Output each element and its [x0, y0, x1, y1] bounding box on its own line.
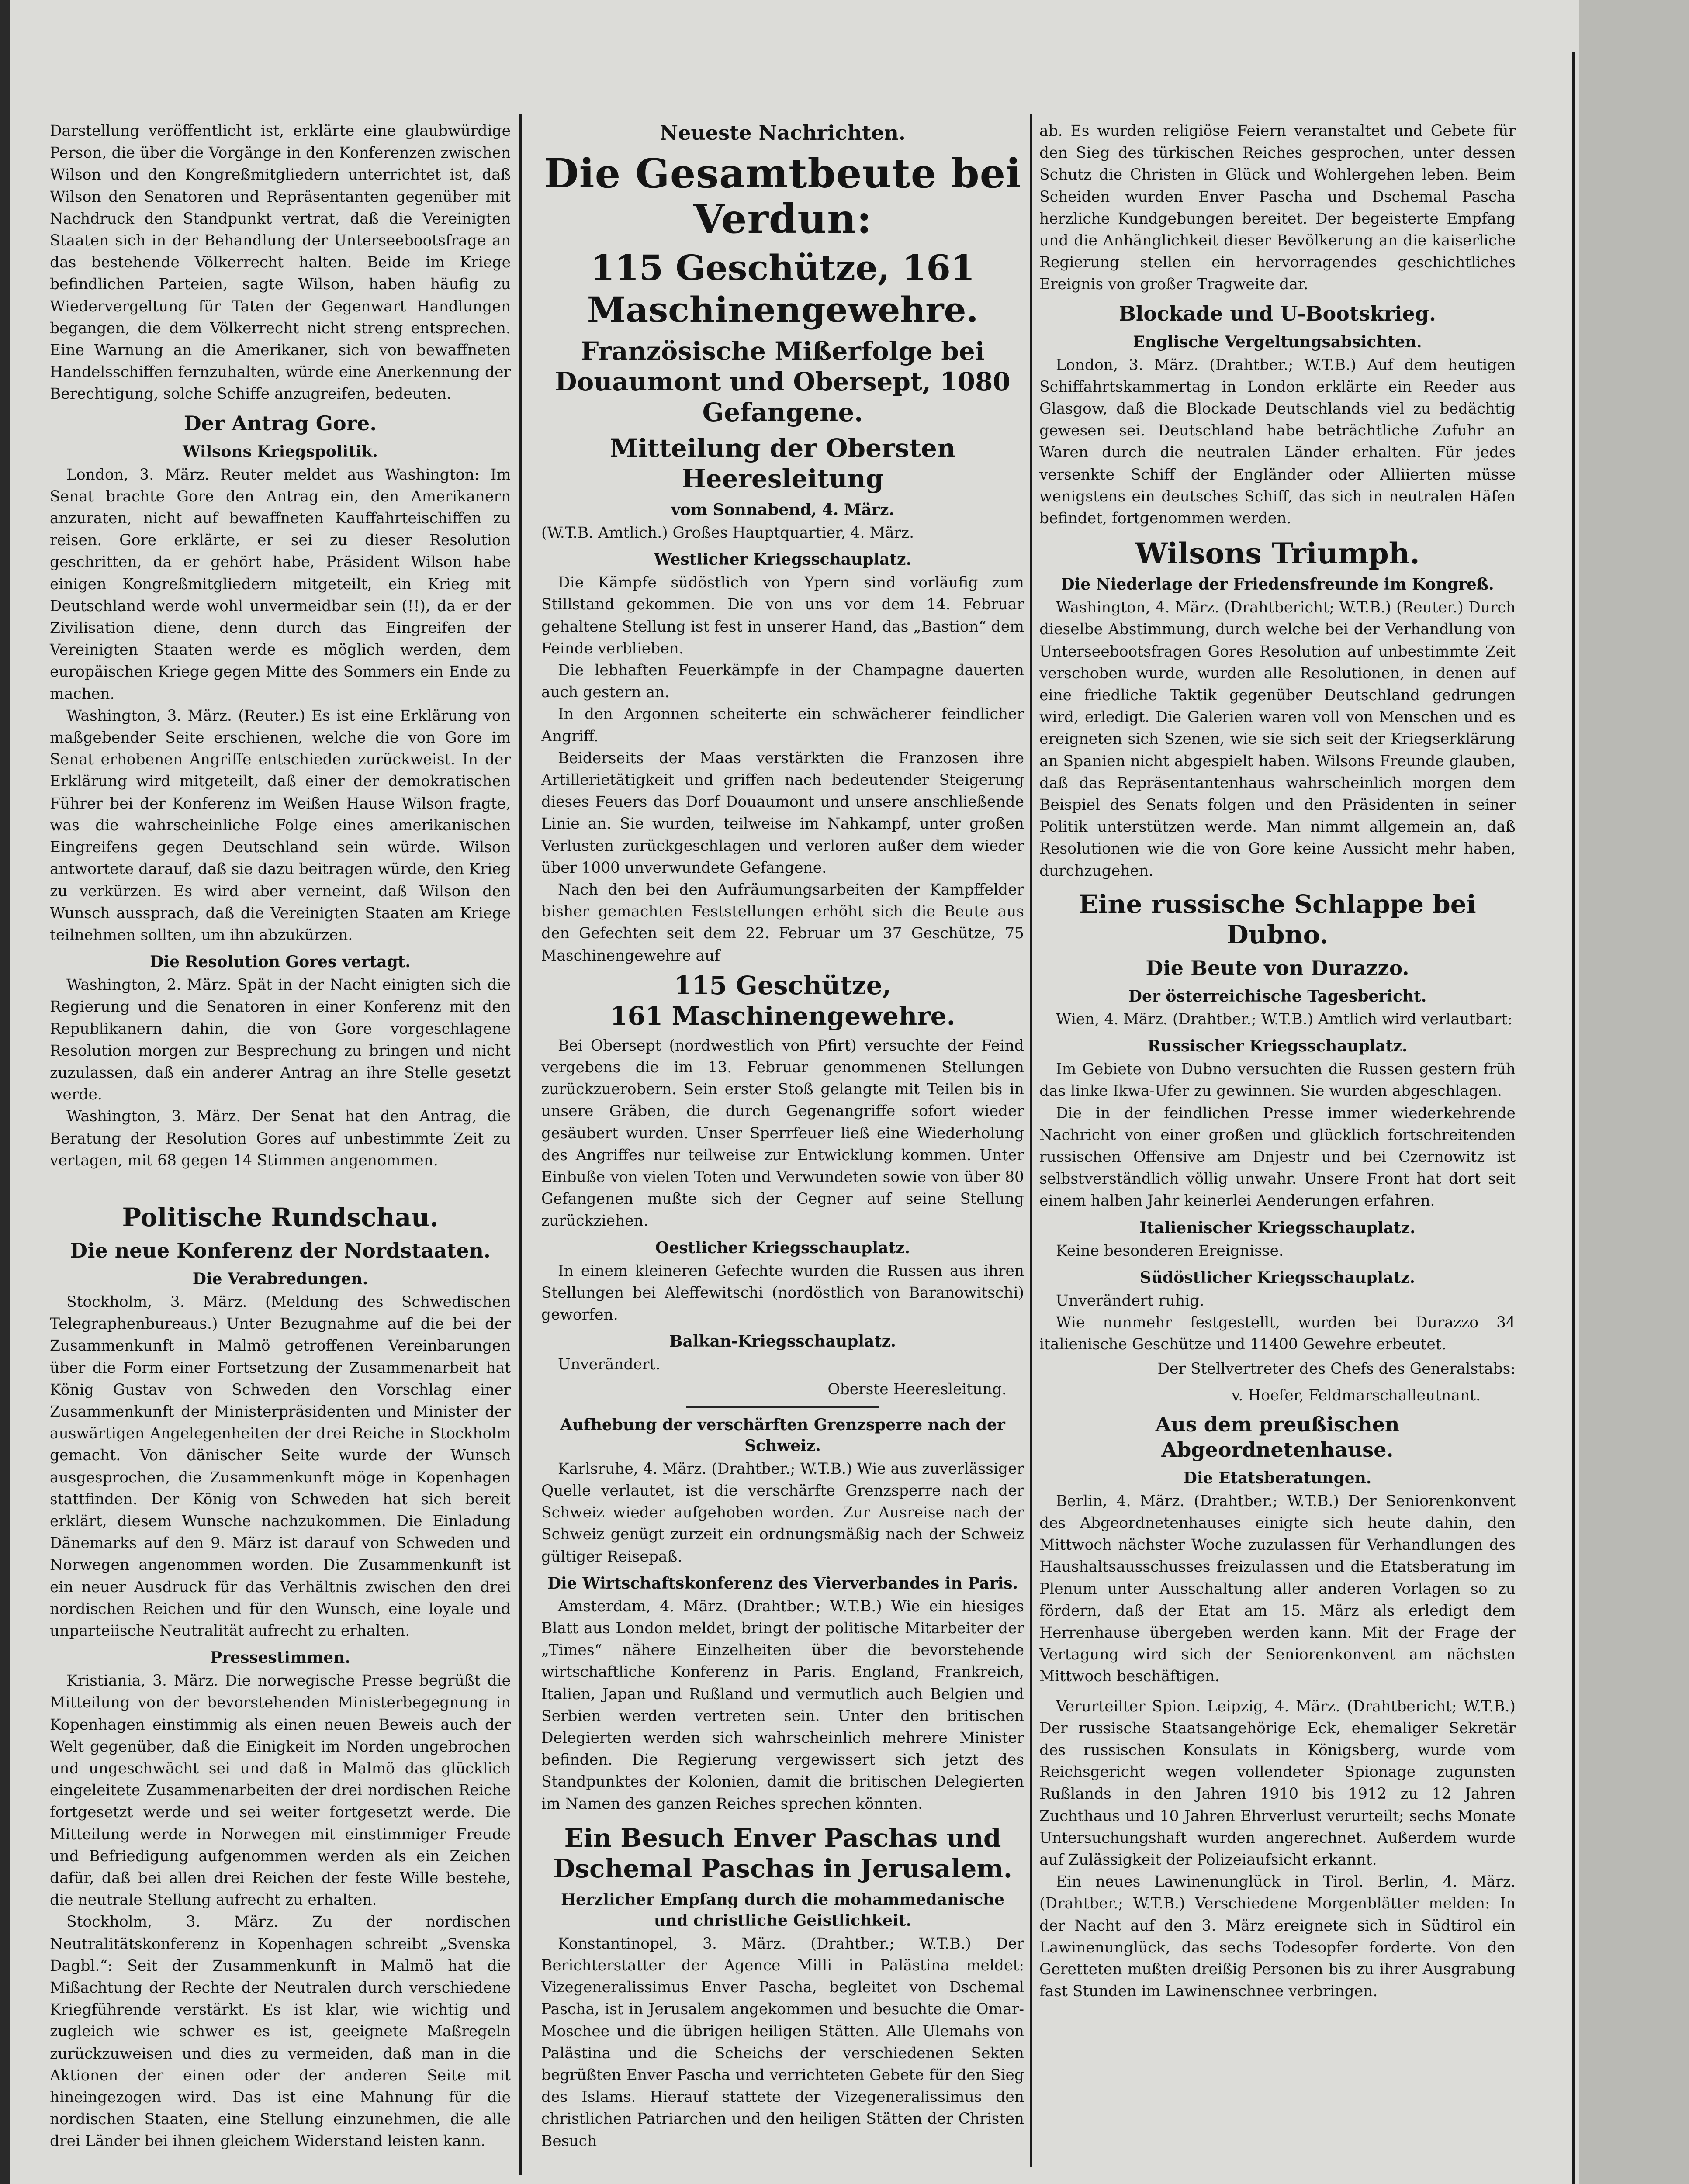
column-rule-1 [519, 114, 522, 2175]
paragraph-karlsruhe: Karlsruhe, 4. März. (Drahtber.; W.T.B.) Wie aus zuverlässiger Quelle verlautet, ist die verschärfte Grenzsperre nach der Schweiz wieder aufgehoben worden. Zur Ausreise nach der Schweiz genügt zurzeit ein ordnungsmäßig nach der Schweiz gültiger Reisepaß. [541, 1460, 1024, 1565]
section-title-rundschau: Politische Rundschau. [122, 1202, 439, 1232]
paragraph-washington-3: Washington, 3. März. Der Senat hat den Antrag, die Beratung der Resolution Gores auf unbestimmte Zeit zu vertagen, mit 68 gegen 14 Stimmen angenommen. [50, 1108, 511, 1169]
paragraph-stockholm-2: Stockholm, 3. März. Zu der nordischen Neutralitätskonferenz in Kopenhagen schreibt „Svenska Dagbl.“: Seit der Zusammenkunft in Malmö hat die Mißachtung der Rechte der Neutralen durch verschiedene Kriegführende verstärkt. Es ist klar, wie wichtig und zugleich wie schwer es ist, geeignete Maßregeln zurückzuweisen und dies zu vermeiden, daß man in die Aktionen der einen oder der anderen Seite mit hineingezogen wird. Das ist eine Mahnung für die nordischen Staaten, eine Stellung einzunehmen, die alle drei Länder bei ihnen gleichem Widerstand leisten kann. [50, 1913, 511, 2150]
paragraph-obersept: Bei Obersept (nordwestlich von Pfirt) versuchte der Feind vergebens die im 13. Februar genommenen Stellungen zurückzuerobern. Sein erster Stoß gelangte mit Teilen bis in unsere Gräben, die durch Gegenangriffe sofort wieder gesäubert wurden. Unser Sperrfeuer ließ eine Wiederholung des Angriffes nur teilweise zur Entwicklung kommen. Unter Einbuße von vielen Toten und Verwundeten sowie von über 80 Gefangenen mußte sich der Gegner auf seine Stellung zurückziehen. [541, 1037, 1024, 1230]
column-rule-3 [1572, 52, 1575, 2184]
subhead-pressestimmen: Pressestimmen. [210, 1648, 350, 1667]
headline-gore: Der Antrag Gore. [183, 411, 377, 435]
paragraph-oestlich: In einem kleineren Gefechte wurden die Russen aus ihren Stellungen bei Aleffewitschi (nordöstlich von Baranowitschi) geworfen. [541, 1262, 1024, 1324]
subhead-resolution: Die Resolution Gores vertagt. [150, 953, 411, 971]
paragraph-stockholm-1: Stockholm, 3. März. (Meldung des Schwedischen Telegraphenbureaus.) Unter Bezugnahme auf die bei der Zusammenkunft in Malmö getroffenen Vereinbarungen über die Form einer Fortsetzung der Zusammenarbeit hat König Gustav von Schweden den Vorschlag einer Zusammenkunft der Ministerpräsidenten und Minister der auswärtigen Angelegenheiten der drei Reiche in Stockholm gemacht. Von dänischer Seite wurde der Wunsch ausgesprochen, die Zusammenkunft möge in Kopenhagen stattfinden. Der König von Schweden hat sich bereit erklärt, diesem Wunsche nachzukommen. Die Einladung Dänemarks auf den 9. März ist darauf von Schweden und Norwegen angenommen worden. Die Zusammenkunft ist ein neuer Ausdruck für das Verhältnis zwischen den drei nordischen Reichen und für den Wunsch, eine loyale und unparteiische Neutralität aufrecht zu erhalten. [50, 1293, 511, 1640]
paragraph-berlin: Berlin, 4. März. (Drahtber.; W.T.B.) Der Seniorenkonvent des Abgeordnetenhauses einigte sich heute dahin, den Mittwoch nächster Woche zuzulassen für Verhandlungen des Haushaltsausschusses freizulassen und die Etatsberatung im Plenum unter Ausschaltung aller anderen Vorlagen so zu fördern, daß der Etat am 15. März als erledigt dem Herrenhause übergeben werden kann. Mit der Frage der Vertagung wird sich der Seniorenkonvent am nächsten Mittwoch beschäftigen. [1039, 1492, 1516, 1686]
subhead-durazzo: Die Beute von Durazzo. [1146, 956, 1409, 980]
headline-mitteilung: Mitteilung der Obersten Heeresleitung [609, 433, 956, 494]
signature-line-1: Der Stellvertreter des Chefs des Generalstabs: [1157, 1360, 1516, 1378]
column-rule-2 [1030, 114, 1032, 2167]
paragraph-ypern: Die Kämpfe südöstlich von Ypern sind vorläufig zum Stillstand gekommen. Die von uns vor dem 14. Februar gehaltene Stellung ist fest in unserer Hand, das „Bastion“ dem Feinde verblieben. [541, 574, 1024, 657]
subhead-niederlage: Die Niederlage der Friedensfreunde im Kongreß. [1061, 575, 1494, 594]
paragraph-kristiania: Kristiania, 3. März. Die norwegische Presse begrüßt die Mitteilung von der bevorstehenden Ministerbegegnung in Kopenhagen einstimmig als einen neuen Beweis auch der Welt gegenüber, daß die Einigkeit im Norden ungebrochen und ungeschwächt sei und daß in Malmö das glücklich eingeleitete Zusammenarbeiten der drei nordischen Reiche fortgesetzt werde und sei weiter fortgesetzt werde. Die Mitteilung werde in Norwegen mit einstimmiger Freude und Befriedigung aufgenommen werden als ein Zeichen dafür, daß bei allen drei Reichen der feste Wille bestehe, die neutrale Stellung aufrecht zu erhalten. [50, 1672, 511, 1909]
paragraph-champagne: Die lebhaften Feuerkämpfe in der Champagne dauerten auch gestern an. [541, 662, 1024, 702]
headline-grenzsperre: Aufhebung der verschärften Grenzsperre nach der Schweiz. [560, 1415, 1005, 1455]
newspaper-page [10, 0, 1579, 2184]
paragraph-konstantinopel: Konstantinopel, 3. März. (Drahtber.; W.T.B.) Der Berichterstatter der Agence Milli in Palästina meldet: Vizegeneralissimus Enver Pascha, begleitet von Dschemal Pascha, ist in Jerusalem angekommen und besuchte die Omar-Moschee und die übrigen heiligen Stätten. Alle Ulemahs von Palästina und die Scheichs der verschiedenen Sekten begrüßten Enver Pascha und verrichteten Gebete für den Sieg des Islams. Hierauf stattete der Vizegeneralissimus den christlichen Patriarchen und den heiligen Stätten der Christen Besuch [541, 1935, 1024, 2150]
paragraph-lawine: Ein neues Lawinenunglück in Tirol. Berlin, 4. März. (Drahtber.; W.T.B.) Verschiedene Morgenblätter melden: In der Nacht auf den 3. März ereignete sich in Südtirol ein Lawinenunglück, das sechs Todesopfer forderte. Von den Geretteten mußten dreißig Personen bis zu ihrer Ausgrabung fast Stunden im Lawinenschnee verbringen. [1039, 1873, 1516, 2001]
paragraph-washington-right: Washington, 4. März. (Drahtbericht; W.T.B.) (Reuter.) Durch dieselbe Abstimmung, durch welche bei der Verhandlung von Unterseebootsfragen Gores Resolution auf unbestimmte Zeit verschoben wurde, wurden alle Resolutionen, in denen auf eine friedliche Taktik gegenüber Deutschland gedrungen wird, erledigt. Die Galerien waren voll von Menschen und es ereigneten sich Szenen, wie sie sich seit der Kriegserklärung an Spanien nicht abgespielt haben. Wilsons Freunde glauben, daß das Repräsentantenhaus wahrscheinlich morgen dem Beispiel des Senats folgen und den Präsidenten in seiner Politik unterstützen werde. Man nimmt allgemein an, daß Resolutionen wie die von Gore keine Aussicht mehr haben, durchzugehen. [1039, 599, 1516, 880]
subhead-vergeltung: Englische Vergeltungsabsichten. [1133, 332, 1422, 351]
subhead-oesterreich: Der österreichische Tagesbericht. [1128, 987, 1427, 1006]
paragraph-dubno: Im Gebiete von Dubno versuchten die Russen gestern früh das linke Ikwa-Ufer zu gewinnen. Sie wurden abgeschlagen. [1039, 1061, 1516, 1100]
section-title-neueste: Neueste Nachrichten. [660, 121, 906, 145]
column-middle [541, 120, 1024, 2152]
subhead-verabredungen: Die Verabredungen. [192, 1269, 368, 1288]
subhead-etat: Die Etatsberatungen. [1183, 1469, 1372, 1487]
signature-line-2: v. Hoefer, Feldmarschalleutnant. [1231, 1386, 1481, 1404]
subhead-westlich: Westlicher Kriegsschauplatz. [654, 550, 912, 569]
paragraph-keine: Keine besonderen Ereignisse. [1056, 1242, 1284, 1260]
headline-beute-geschuetze: 115 Geschütze, [674, 970, 891, 1000]
paragraph-spion: Verurteilter Spion. Leipzig, 4. März. (Drahtbericht; W.T.B.) Der russische Staatsangehörige Eck, ehemaliger Sekretär des russischen Konsulats in Königsberg, wurde vom Reichsgericht wegen vollendeter Spionage zugunsten Rußlands in den Jahren 1910 bis 1912 zu 12 Jahren Zuchthaus und 10 Jahren Ehrverlust verurteilt; sechs Monate Untersuchungshaft wurden angerechnet. Außerdem wurde auf Zulässigkeit der Polizeiaufsicht erkannt. [1039, 1697, 1516, 1869]
separator [686, 1406, 879, 1408]
headline-franzoesisch: Französische Mißerfolge bei Douaumont und Obersept, 1080 Gefangene. [555, 336, 1011, 427]
paragraph-ruhig: Unverändert ruhig. [1056, 1292, 1204, 1310]
scanner-edge [0, 0, 10, 2184]
paragraph-wien: Wien, 4. März. (Drahtber.; W.T.B.) Amtlich wird verlautbart: [1056, 1010, 1512, 1028]
headline-wirtschaftskonferenz: Die Wirtschaftskonferenz des Vierverbandes in Paris. [547, 1574, 1018, 1593]
article-continuation: Darstellung veröffentlicht ist, erklärte eine glaubwürdige Person, die über die Vorgänge in den Konferenzen zwischen Wilson und den Kongreßmitgliedern unterrichtet ist, daß Wilson den Senatoren und Repräsentanten gegenüber mit Nachdruck den Standpunkt vertrat, daß die Vereinigten Staaten sich in der Behandlung der Unterseebootsfrage an das bestehende Völkerrecht halten. Beide im Kriege befindlichen Parteien, sagte Wilson, haben häufig zu Wiedervergeltung für Taten der Gegenwart Handlungen begangen, die dem Völkerrecht nicht streng entsprechen. Eine Warnung an die Amerikaner, sich von bewaffneten Handelsschiffen fernzuhalten, würde eine Anerkennung der Berechtigung, solche Schiffe anzugreifen, bedeuten. [50, 122, 511, 403]
paragraph-aufraeumung: Nach den bei den Aufräumungsarbeiten der Kampffelder bisher gemachten Feststellungen erhöht sich die Beute aus den Gefechten seit dem 22. Februar um 37 Geschütze, 75 Maschinengewehre auf [541, 881, 1024, 964]
headline-abgeordnetenhaus: Aus dem preußischen Abgeordnetenhause. [1155, 1412, 1400, 1462]
subhead-empfang: Herzlicher Empfang durch die mohammedanische und christliche Geistlichkeit. [561, 1890, 1005, 1930]
headline-gesamtbeute: Die Gesamtbeute bei Verdun: [543, 150, 1022, 242]
dateline-sonnabend: vom Sonnabend, 4. März. [671, 501, 894, 519]
paragraph-wtb: (W.T.B. Amtlich.) Großes Hauptquartier, 4. März. [541, 524, 914, 542]
column-right [1039, 120, 1516, 2002]
headline-beute-mg: 161 Maschinengewehre. [610, 1001, 955, 1031]
paragraph-nachricht: Die in der feindlichen Presse immer wiederkehrende Nachricht von einer großen und glücklich fortschreitenden russischen Offensive am Dnjestr und bei Czernowitz ist selbstverständlich völlig unwahr. Unsere Front hat dort seit einem halben Jahr keinerlei Aenderungen erfahren. [1039, 1104, 1516, 1210]
paragraph-unveraendert: Unverändert. [558, 1356, 661, 1374]
headline-blockade: Blockade und U-Bootskrieg. [1118, 301, 1436, 325]
paragraph-durazzo: Wie nunmehr festgestellt, wurden bei Durazzo 34 italienische Geschütze und 11400 Gewehre erbeutet. [1039, 1313, 1516, 1354]
headline-schlappe-dubno: Eine russische Schlappe bei Dubno. [1079, 889, 1476, 950]
subhead-italienisch: Italienischer Kriegsschauplatz. [1139, 1218, 1416, 1237]
paragraph-amsterdam: Amsterdam, 4. März. (Drahtber.; W.T.B.) Wie ein hiesiges Blatt aus London meldet, bringt der politische Mitarbeiter der „Times“ nähere Einzelheiten über die bevorstehende wirtschaftliche Konferenz in Paris. England, Frankreich, Italien, Japan und Rußland und vermutlich auch Belgien und Serbien werden vertreten sein. Unter den britischen Delegierten werden sich wahrscheinlich mehrere Minister befinden. Die Regierung vergewissert sich jetzt des Standpunktes der Kolonien, damit die britischen Delegierten im Namen des ganzen Reiches sprechen könnten. [541, 1597, 1024, 1813]
paragraph-london: London, 3. März. Reuter meldet aus Washington: Im Senat brachte Gore den Antrag ein, den Amerikanern anzuraten, nicht auf bewaffneten Kauffahrteischiffen zu reisen. Gore erklärte, er sei zu dieser Resolution geschritten, da er gehört habe, Präsident Wilson habe einigen Kongreßmitgliedern mitgeteilt, ein Krieg mit Deutschland werde wohl unvermeidbar sein (!!), da er der Zivilisation diene, denn durch das Eingreifen der Vereinigten Staaten werde es möglich werden, dem europäischen Kriege gegen Mitte des Sommers ein Ende zu machen. [50, 466, 511, 703]
paragraph-washington-1: Washington, 3. März. (Reuter.) Es ist eine Erklärung von maßgebender Seite erschienen, welche die von Gore im Senat erhobenen Angriffe entschieden zurückweist. In der Erklärung wird mitgeteilt, daß einer der demokratischen Führer bei der Konferenz im Weißen Hause Wilson fragte, was die wahrscheinliche Folge eines amerikanischen Eingreifens gegen Deutschland sein würde. Wilson antwortete darauf, daß sie dazu beitragen würde, den Krieg zu verkürzen. Es wird aber verneint, daß Wilson den Wunsch aussprach, daß die Vereinigten Staaten am Kriege teilnehmen sollten, um ihn abzukürzen. [50, 707, 511, 944]
paragraph-maas: Beiderseits der Maas verstärkten die Franzosen ihre Artillerietätigkeit und griffen nach bedeutender Steigerung dieses Feuers das Dorf Douaumont und unsere anschließende Linie an. Sie wurden, teilweise im Nahkampf, unter großen Verlusten zurückgeschlagen und verloren außer dem wieder über 1000 unverwundete Gefangene. [541, 749, 1024, 877]
column-left [50, 120, 511, 2153]
paragraph-washington-2: Washington, 2. März. Spät in der Nacht einigten sich die Regierung und die Senatoren in einer Konferenz mit den Republikanern dahin, die von Gore vorgeschlagene Resolution morgen zur Besprechung zu bringen und nicht zuzulassen, daß ein anderer Antrag an ihre Stelle gesetzt werde. [50, 976, 511, 1104]
headline-geschuetze: 115 Geschütze, 161 Maschinengewehre. [587, 247, 979, 330]
subhead-russisch: Russischer Kriegsschauplatz. [1147, 1037, 1408, 1056]
headline-konferenz: Die neue Konferenz der Nordstaaten. [70, 1238, 491, 1262]
article-continuation-right: ab. Es wurden religiöse Feiern veranstaltet und Gebete für den Sieg des türkischen Reiches gesprochen, unter dessen Schutz die Christen in Glück und Wohlergehen leben. Beim Scheiden wurden Enver Pascha und Dschemal Pascha herzliche Kundgebungen bereitet. Der begeisterte Empfang und die Anhänglichkeit dieser Bevölkerung an die kaiserliche Regierung stellen ein hervorragendes geschichtliches Ereignis von großer Tragweite dar. [1039, 122, 1516, 294]
paragraph-argonnen: In den Argonnen scheiterte ein schwächerer feindlicher Angriff. [541, 705, 1024, 745]
headline-wilsons-triumph: Wilsons Triumph. [1135, 536, 1420, 571]
subhead-kriegspolitik: Wilsons Kriegspolitik. [183, 442, 378, 461]
headline-besuch-enver: Ein Besuch Enver Paschas und Dschemal Paschas in Jerusalem. [553, 1823, 1012, 1883]
signature-ohl: Oberste Heeresleitung. [827, 1380, 1007, 1398]
subhead-suedoestlich: Südöstlicher Kriegsschauplatz. [1139, 1268, 1416, 1287]
subhead-oestlich: Oestlicher Kriegsschauplatz. [655, 1238, 910, 1257]
paragraph-london-right: London, 3. März. (Drahtber.; W.T.B.) Auf dem heutigen Schiffahrtskammertag in London erklärte ein Reeder aus Glasgow, daß die Blockade Deutschlands viel zu bedächtig gewesen sei. Deutschland habe beträchtliche Zufuhr an Waren durch die neutralen Länder erhalten. Für jedes versenkte Schiff der Engländer oder Alliierten müsse wenigstens ein deutsches Schiff, das sich in neutralen Häfen befindet, fortgenommen werden. [1039, 356, 1516, 528]
subhead-balkan: Balkan-Kriegsschauplatz. [669, 1332, 896, 1351]
